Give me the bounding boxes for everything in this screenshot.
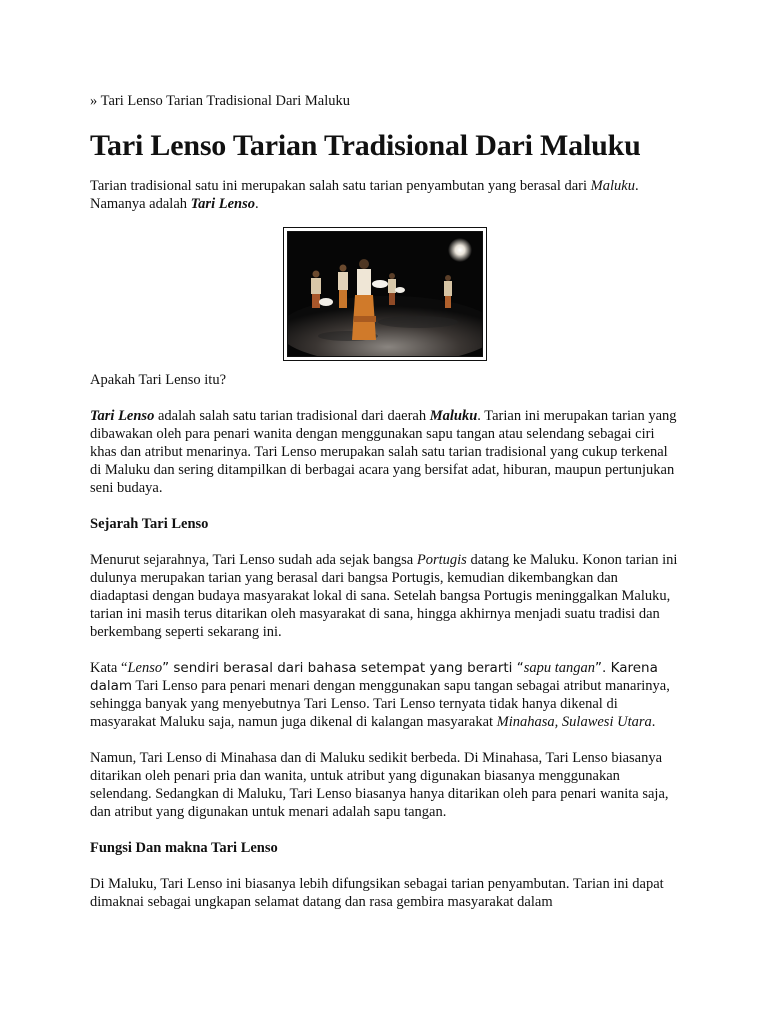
breadcrumb[interactable]: » Tari Lenso Tarian Tradisional Dari Maluku (90, 93, 351, 109)
history-text-2: datang ke Maluku. Konon tarian ini dulunya merupakan tarian yang berasal dari bangsa Portugis, kemudian dikembangkan dan diadaptasi dengan budaya masyarakat lokal di sana. Setelah bangsa Portugis meninggalkan Maluku, tarian ini masih terus ditarikan oleh masyarakat di sana, hingga akhirnya menjadi suatu tradisi dan berkembang seperti sekarang ini. (90, 552, 678, 640)
intro-text-3: . (254, 196, 259, 212)
history-text-1: Menurut sejarahnya, Tari Lenso sudah ada sejak bangsa (90, 552, 417, 568)
dance-photo-frame (283, 227, 487, 361)
dance-photo (287, 231, 483, 357)
document-page (90, 92, 680, 911)
meaning-text-1: Kata “ (90, 660, 128, 676)
paragraph-history (90, 551, 680, 641)
heading-sejarah: Sejarah Tari Lenso (90, 516, 209, 532)
meaning-text-3: ”. Karena dalam (90, 660, 658, 694)
history-portugis: Portugis (416, 552, 467, 568)
meaning-lenso: Lenso (127, 660, 163, 676)
definition-text-2: . Tarian ini merupakan tarian yang dibawakan oleh para penari wanita dengan menggunakan sapu tangan atau selendang sebagai ciri khas dan atribut menarinya. Tari Lenso merupakan salah satu tarian tradisional yang cukup terkenal di Maluku dan sering ditampilkan di berbagai acara yang bersifat adat, hiburan, maupun pertunjukan seni budaya. (90, 408, 677, 496)
meaning-minahasa: Minahasa, Sulawesi Utara (496, 714, 652, 730)
meaning-text-2: ” sendiri berasal dari bahasa setempat yang berarti “ (162, 660, 524, 676)
meaning-sapu-tangan: sapu tangan (523, 660, 596, 676)
meaning-text-5: . (651, 714, 656, 730)
intro-text-2: . Namanya adalah (90, 178, 639, 212)
definition-maluku: Maluku (429, 408, 478, 424)
meaning-text-4: Tari Lenso para penari menari dengan menggunakan sapu tangan sebagai atribut manarinya, sehingga banyak yang menyebutnya Tari Lenso. Tari Lenso ternyata tidak hanya dikenal di masyarakat Maluku saja, namun juga dikenal di kalangan masyarakat (90, 678, 670, 730)
paragraph-function: Di Maluku, Tari Lenso ini biasanya lebih difungsikan sebagai tarian penyambutan. Tarian ini dapat dimaknai sebagai ungkapan selamat datang dan rasa gembira masyarakat dalam (90, 876, 664, 910)
paragraph-difference: Namun, Tari Lenso di Minahasa dan di Maluku sedikit berbeda. Di Minahasa, Tari Lenso biasanya ditarikan oleh penari pria dan wanita, untuk atribut yang digunakan biasanya menggunakan selendang. Sedangkan di Maluku, Tari Lenso biasanya hanya ditarikan oleh para penari wanita saja, dan atribut yang digunakan untuk menari adalah sapu tangan. (90, 750, 669, 820)
intro-text-1: Tarian tradisional satu ini merupakan salah satu tarian penyambutan yang berasal dari (90, 178, 591, 194)
paragraph-meaning (90, 659, 680, 731)
definition-tari-lenso: Tari Lenso (90, 408, 155, 424)
heading-fungsi: Fungsi Dan makna Tari Lenso (90, 840, 278, 856)
question-text: Apakah Tari Lenso itu? (90, 372, 227, 388)
definition-text-1: adalah salah satu tarian tradisional dari daerah (154, 408, 430, 424)
intro-maluku: Maluku (590, 178, 635, 194)
intro-paragraph (90, 177, 680, 213)
dance-photo-image (288, 232, 483, 357)
page-title: Tari Lenso Tarian Tradisional Dari Maluku (90, 129, 641, 162)
intro-tari-lenso: Tari Lenso (190, 196, 255, 212)
paragraph-definition (90, 407, 680, 497)
